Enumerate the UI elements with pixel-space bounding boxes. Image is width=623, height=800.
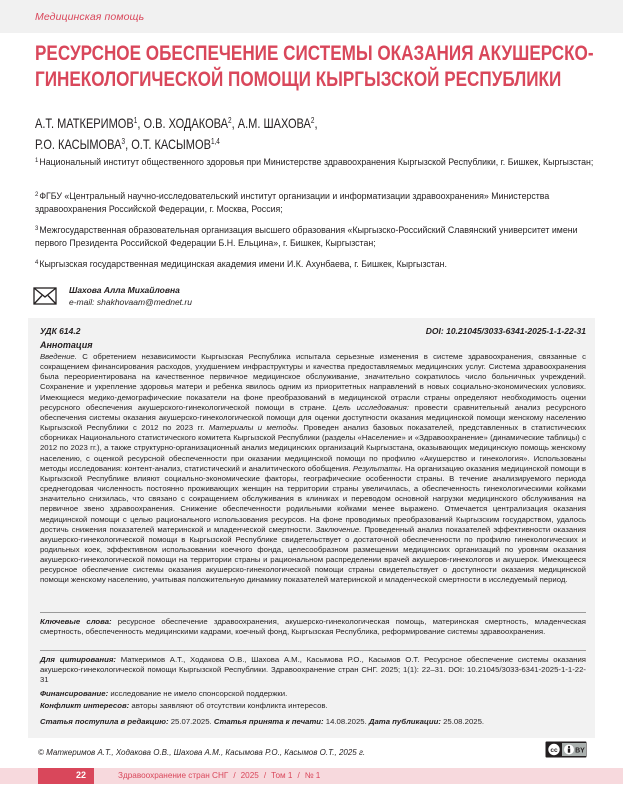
received-label: Статья поступила в редакцию: [40, 717, 169, 726]
author-affiliation-mark: 1 [133, 116, 138, 125]
keywords-label: Ключевые слова: [40, 617, 112, 626]
citation-label: Для цитирования: [40, 655, 116, 664]
section-label: Медицинская помощь [35, 11, 145, 23]
envelope-icon [33, 287, 57, 305]
author-line-1: А.Т. МАТКЕРИМОВ$^1$, О.В. ХОДАКОВА$^2$, А.М. ШАХОВА$^2$, [35, 116, 318, 131]
accepted-date: 14.08.2025. [323, 717, 367, 726]
published-label: Дата публикации: [368, 717, 441, 726]
copyright-notice: © Маткеримов А.Т., Ходакова О.В., Шахова А.М., Касымова Р.О., Касымов О.Т., 2025 г. [38, 748, 366, 757]
cc-by-icon[interactable] [545, 741, 587, 758]
annotation-heading: Аннотация [40, 340, 93, 350]
author-affiliation-mark: 3 [121, 136, 126, 146]
abstract-text [40, 352, 586, 586]
author-name: О.В. ХОДАКОВА [143, 116, 229, 131]
keywords [40, 617, 586, 637]
affiliation [35, 155, 595, 169]
conflict-of-interest [40, 701, 586, 711]
funding-text: исследование не имело спонсорской поддержки. [108, 689, 288, 698]
divider [40, 612, 586, 613]
affiliation-number: 4 [35, 260, 39, 266]
abstract-methods-label: Материалы и методы. [208, 423, 299, 433]
doi-link[interactable]: DOI: 10.21045/3033-6341-2025-1-1-22-31 [425, 326, 586, 336]
affiliation [35, 223, 595, 250]
title-line-1: РЕСУРСНОЕ ОБЕСПЕЧЕНИЕ СИСТЕМЫ ОКАЗАНИЯ АКУШЕРСКО- [35, 41, 594, 65]
author-list [35, 112, 595, 153]
conflict-label: Конфликт интересов: [40, 701, 130, 710]
author-affiliation-mark: 2 [310, 116, 315, 125]
conflict-text: авторы заявляют об отсутствии конфликта интересов. [129, 701, 328, 710]
svg-text:cc: cc [550, 747, 558, 754]
affiliation-text: Кыргызская государственная медицинская академия имени И.К. Ахунбаева, г. Бишкек, Кыргызстан. [39, 259, 447, 269]
journal-name: Здравоохранение стран СНГ [118, 771, 229, 780]
affiliation-text: Межгосударственная образовательная организация высшего образования «Кыргызско-Российский Славянский университет имени первого Президента Российской Федерации Б.Н. Ельцина», г. Бишкек, Кыргызстан; [35, 225, 578, 248]
journal-volume: Том 1 [271, 771, 293, 780]
abstract-aim: провести сравнительный анализ ресурсного обеспечения системы оказания акушерско-гинекологической помощи для оценки доступности оказания медицинской помощи женскому населению Кыргызской Республики с 2012 по 2023 гг. [40, 402, 586, 433]
corresponding-author-name: Шахова Алла Михайловна [69, 285, 180, 295]
abstract-conclusion: Проведенный анализ показателей эффективности оказания акушерско-гинекологической помощи в Кыргызской Республике свидетельствует о достаточной обеспеченности по профилю гинекологических и родильных коек, эффективном использовании коечного фонда, целесообразном размещении медицинских организаций по уровням оказания акушерско-гинекологической помощи на территории страны и рациональном распределении врачей акушеров-гинекологов и акушерок. Имеющееся ресурсное обеспечение системы оказания акушерско-гинекологической помощи страны свидетельствует о доступности оказания медицинской помощи женскому населению, учитывая положительную динамику показателей материнской и младенческой смертности в исследуемый период. [40, 524, 586, 585]
udk-code: УДК 614.2 [40, 326, 81, 336]
abstract-intro: С обретением независимости Кыргызская Республика испытала серьезные изменения в системе здравоохранения, связанные с сокращением финансирования расходов, ухудшением инфраструктуры и качества предоставляемых медицинских услуг. Система здравоохранения была переориентирована на качественное первичное медицинское обслуживание, значительно сократилось число больничных учреждений. Сохранение и укрепление здоровья матери и ребенка явилось одним из приоритетных направлений в новых социально-экономических условиях. Имеющиеся медико-демографические показатели на фоне преобразований в медицинской отрасли страны определяют необходимость оценки ресурсного обеспечения акушерского-гинекологической помощи в стране. [40, 352, 586, 412]
article-title [35, 41, 594, 92]
citation-text: Маткеримов А.Т., Ходакова О.В., Шахова А.М., Касымова Р.О., Касымов О.Т. Ресурсное обеспечение системы оказания акушерско-гинекологической помощи Кыргызской Республики. Здравоохранение стран СНГ. 2025; 1(1): 22–31. DOI: 10.21045/3033-6341-2025-1-1-22-31 [40, 655, 587, 685]
affiliation [35, 189, 595, 216]
divider [40, 650, 586, 651]
affiliation-number: 1 [35, 158, 39, 164]
page-number: 22 [76, 770, 87, 780]
author-name: А.Т. МАТКЕРИМОВ [35, 116, 134, 131]
title-line-2: ГИНЕКОЛОГИЧЕСКОЙ ПОМОЩИ КЫРГЫЗСКОЙ РЕСПУБЛИКИ [35, 66, 562, 91]
published-date: 25.08.2025. [440, 717, 485, 726]
received-date: 25.07.2025. [168, 717, 212, 726]
author-name: Р.О. КАСЫМОВА [35, 136, 122, 152]
abstract-intro-label: Введение. [40, 352, 77, 361]
abstract-methods: Проведен анализ базовых показателей, представленных в статистических сборниках Национального статистического комитета Кыргызской Республики (разделы «Население» и «Здравоохранение» (динамические таблицы) с 2012 по 2023 гг.), а также структурно-организационный анализ медицинских организаций Кыргызстана, оказывающих медицинскую помощь женскому населению, с оценкой ресурсной обеспеченности при оказании медицинской помощи по профилю «Акушерство и гинекология». Использованы методы исследования: контент-анализ, статистический и аналитического обобщения. [40, 423, 586, 473]
journal-info: Здравоохранение стран СНГ / 2025 / Том 1 / № 1 [118, 771, 321, 780]
keywords-text: ресурсное обеспечение здравоохранения, акушерско-гинекологическая помощь, материнская смертность, младенческая смертность, обеспеченность медицинскими кадрами, коечный фонд, Кыргызская Республика, реформирование системы здравоохранения. [40, 617, 587, 637]
abstract-conclusion-label: Заключение. [315, 524, 362, 534]
abstract-results: На организацию оказания медицинской помощи в Кыргызской Республике влияют социально-экономические факторы, географические особенности страны. В течение анализируемого периода среднегодовая численность постоянно проживающих женщин на территории страны увеличилась, а обеспеченность гинекологическими койками значительно снизилась, что связано с сокращением обслуживания в клиниках и переводом основной нагрузки медицинского обслуживания на первичное звено здравоохранения. Снижение обеспеченности родильными койками менее выражено. Отмечается централизация оказания медицинской помощи с целью рационального использования ресурсов. На фоне проводимых преобразований Кыргызским государством, удалось достичь снижения показателей материнской и младенческой смертности. [40, 463, 587, 534]
citation [40, 655, 586, 685]
corresponding-author-email[interactable]: e-mail: shakhovaam@mednet.ru [69, 297, 192, 307]
journal-year: 2025 [240, 771, 259, 780]
author-affiliation-mark: 1,4 [210, 136, 220, 146]
author-line-2: Р.О. КАСЫМОВА$^3$, О.Т. КАСЫМОВ$^{1,4}$ [35, 136, 220, 152]
author-affiliation-mark: 2 [228, 116, 232, 125]
affiliation-number: 2 [35, 192, 39, 198]
author-name: А.М. ШАХОВА [237, 116, 311, 131]
affiliation-number: 3 [35, 226, 39, 232]
author-name: О.Т. КАСЫМОВ [131, 136, 211, 152]
abstract-aim-label: Цель исследования: [332, 402, 409, 412]
journal-issue: № 1 [304, 771, 321, 780]
affiliation-text: ФГБУ «Центральный научно-исследовательский институт организации и информатизации здравоохранения» Министерства здравоохранения Российской Федерации, г. Москва, Россия; [35, 191, 550, 214]
affiliation-text: Национальный институт общественного здоровья при Министерстве здравоохранения Кыргызской Республики, г. Бишкек, Кыргызстан; [39, 157, 594, 167]
affiliation [35, 257, 595, 271]
svg-text:BY: BY [575, 747, 585, 755]
funding [40, 689, 586, 699]
abstract-results-label: Результаты. [352, 463, 403, 473]
article-dates [40, 717, 586, 727]
funding-label: Финансирование: [40, 689, 109, 698]
accepted-label: Статья принята к печати: [213, 717, 324, 726]
